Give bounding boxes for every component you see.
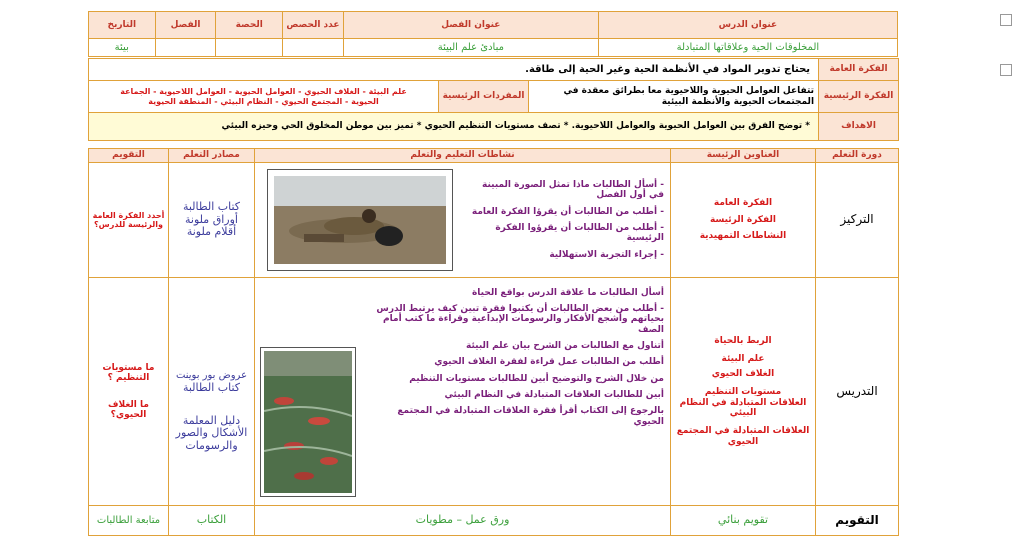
evaluation-item: ما الغلاف الحيوي؟ <box>108 399 149 420</box>
resource-item: أقلام ملونة <box>186 225 237 239</box>
assessment-resources: الكتاب <box>169 506 255 536</box>
focus-heading: الفكرة الرئيسة <box>710 214 776 225</box>
chapter-title: مبادئ علم البيئة <box>343 39 598 57</box>
objectives-text: * توضح الفرق بين العوامل الحيوية والعوامل اللاحيوية. * تصف مستويات التنظيم الحيوي * تميز بين موطن المخلوق الحي وحيزه البيئي <box>89 113 819 141</box>
teaching-stage: التدريس <box>816 278 899 506</box>
period-value <box>216 39 282 57</box>
layout-options-marker[interactable] <box>1000 64 1012 76</box>
lesson-table <box>88 148 899 536</box>
activity-item: أطلب من الطالبات عمل قراءة لفقرة الغلاف الحيوي <box>434 357 664 368</box>
vocab-cell <box>89 81 439 113</box>
activities-header: نشاطات التعليم والتعلم <box>255 149 671 163</box>
activity-item: - إجراء التجربة الاستهلالية <box>549 249 664 260</box>
focus-resources <box>169 163 255 278</box>
date-label: التاريخ <box>89 12 156 39</box>
teaching-heading: العلاقات المتبادلة في المجتمع الحيوي <box>676 426 810 447</box>
focus-row <box>89 163 899 278</box>
vocab-line-1: علم البيئة - الغلاف الحيوي - العوامل الحيوية - العوامل اللاحيوية - الجماعة <box>120 87 407 97</box>
periods-value <box>282 39 343 57</box>
teaching-headings <box>671 278 816 506</box>
activity-item: - أطلب من بعض الطالبات أن يكتبوا فقرة تبين كيف يرتبط الدرس بحياتهم وأشجع الأفكار والرسومات الإبداعية وقراءة ما كتب أمام الصف <box>376 303 664 335</box>
teaching-activities <box>255 278 671 506</box>
evaluation-item: ما مستويات التنظيم ؟ <box>102 362 155 384</box>
activity-item: أبين للطالبات العلاقات المتبادلة في النظام البيئي <box>444 389 664 400</box>
assessment-headings: تقويم بنائي <box>671 506 816 536</box>
focus-photo <box>267 169 453 271</box>
cycle-header: دورة التعلم <box>816 149 899 163</box>
lesson-title: المخلوقات الحية وعلاقاتها المتبادلة <box>598 39 897 57</box>
activity-item: أسأل الطالبات ما علاقة الدرس بواقع الحياة <box>471 287 664 298</box>
focus-heading: النشاطات التمهيدية <box>699 231 787 242</box>
resource-item: دليل المعلمة <box>182 413 241 427</box>
focus-evaluation: أحدد الفكرة العامة والرئيسة للدرس؟ <box>89 163 169 278</box>
resource-item: كتاب الطالبة <box>182 380 241 394</box>
periods-label: عدد الحصص <box>282 12 343 39</box>
teaching-heading: الربط بالحياة <box>714 336 772 347</box>
class-value <box>155 39 216 57</box>
activity-item: - أطلب من الطالبات أن يقرؤا الفكرة العامة <box>471 206 664 217</box>
general-idea-text: يحتاج تدوير المواد في الأنظمة الحية وغير الحية إلى طاقة. <box>89 59 819 81</box>
activity-item: من خلال الشرح والتوضيح أبين للطالبات مستويات التنظيم <box>409 373 664 384</box>
teaching-heading: علم البيئة <box>721 354 765 365</box>
resource-item: عروض بور بوينت <box>175 370 248 382</box>
activity-item: بالرجوع إلى الكتاب أقرأ فقرة العلاقات المتبادلة في المجتمع الحيوي <box>397 406 664 427</box>
general-idea-label: الفكرة العامة <box>819 59 899 81</box>
layout-options-marker[interactable] <box>1000 14 1012 26</box>
teaching-heading: الغلاف الحيوي <box>711 368 775 379</box>
objectives-label: الاهداف <box>819 113 899 141</box>
activity-item: أتناول مع الطالبات من الشرح بيان علم البيئة <box>466 340 664 351</box>
focus-stage: التركيز <box>816 163 899 278</box>
activity-item: - أطلب من الطالبات أن يقرؤوا الفكرة الرئيسية <box>495 223 664 244</box>
activity-item: - أسأل الطالبات ماذا تمثل الصورة المبينة في أول الفصل <box>482 179 664 201</box>
resource-item: أوراق ملونة <box>185 212 238 226</box>
assessment-evaluation: متابعة الطالبات <box>89 506 169 536</box>
vocab-line-2: الحيوية - المجتمع الحيوي - النظام البيئي - المنطقة الحيوية <box>148 96 379 106</box>
main-idea-label: الفكرة الرئيسية <box>819 81 899 113</box>
focus-headings <box>671 163 816 278</box>
teaching-heading: مستويات التنظيم <box>704 387 782 398</box>
main-idea-text: تتفاعل العوامل الحيوية واللاحيوية معا بطرائق معقدة في المجتمعات الحيوية والأنظمة البيئية <box>529 81 819 113</box>
ideas-table <box>88 58 899 141</box>
assessment-row <box>89 506 899 536</box>
focus-heading: الفكرة العامة <box>713 198 773 209</box>
focus-activity-list <box>460 171 670 269</box>
lesson-title-label: عنوان الدرس <box>598 12 897 39</box>
resource-item: الأشكال والصور والرسومات <box>175 426 248 452</box>
evaluation-header: التقويم <box>89 149 169 163</box>
date-value: بيئة <box>89 39 156 57</box>
assessment-activities: ورق عمل – مطويات <box>255 506 671 536</box>
salmon-image <box>264 351 352 493</box>
teaching-activity-list <box>360 279 670 505</box>
vocab-label: المفردات الرئيسية <box>439 81 529 113</box>
teaching-row <box>89 278 899 506</box>
header-table <box>88 11 898 57</box>
teaching-resources <box>169 278 255 506</box>
period-label: الحصة <box>216 12 282 39</box>
chapter-title-label: عنوان الفصل <box>343 12 598 39</box>
assessment-stage: التقويم <box>816 506 899 536</box>
class-label: الفصل <box>155 12 216 39</box>
teaching-heading: العلاقات المتبادلة في النظام البيئي <box>679 397 807 418</box>
resource-item: كتاب الطالبة <box>182 200 241 214</box>
focus-activities <box>255 163 671 278</box>
teaching-evaluation <box>89 278 169 506</box>
resources-header: مصادر التعلم <box>169 149 255 163</box>
teaching-photo <box>260 347 356 497</box>
headings-header: العناوين الرئيسة <box>671 149 816 163</box>
hunter-image <box>274 176 446 264</box>
